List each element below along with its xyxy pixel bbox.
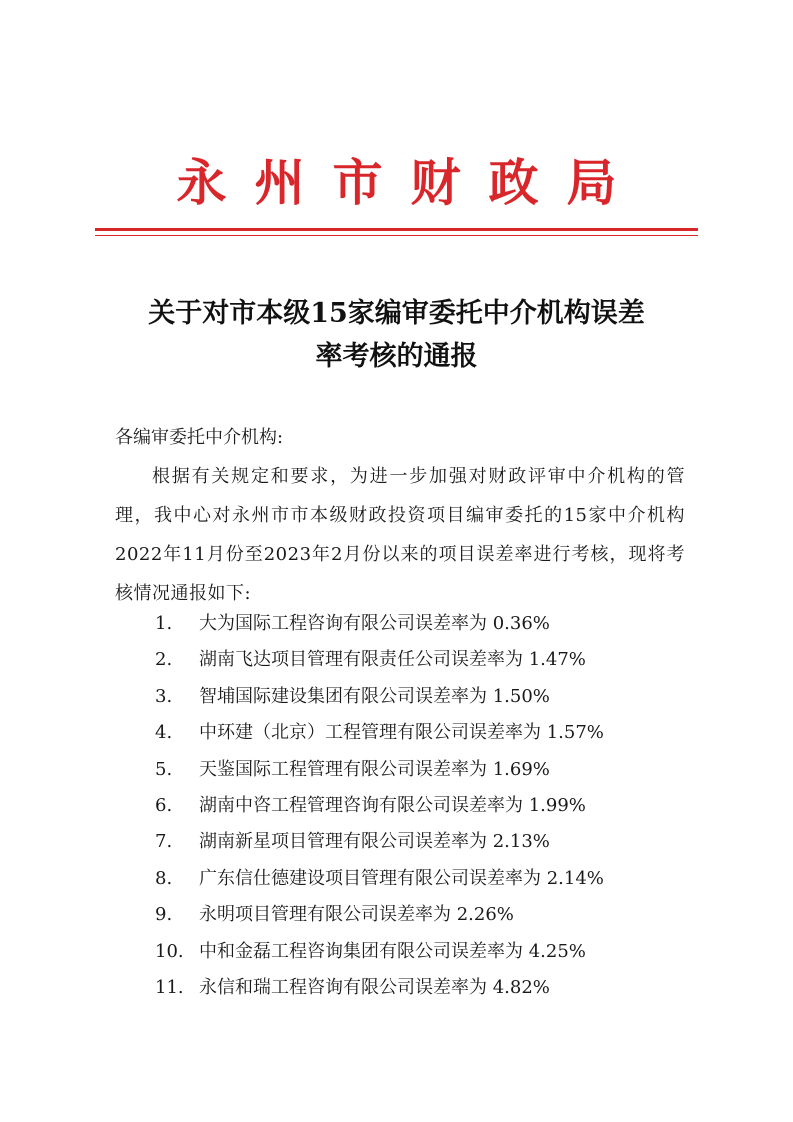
item-number: 10. <box>155 940 184 962</box>
masthead-rule-thick <box>95 228 698 231</box>
list-item <box>155 679 695 715</box>
item-text: 天鉴国际工程管理有限公司误差率为 1.69% <box>199 758 550 780</box>
item-text: 永信和瑞工程咨询有限公司误差率为 4.82% <box>199 976 550 998</box>
list-item <box>155 606 695 642</box>
item-text: 智埔国际建设集团有限公司误差率为 1.50% <box>199 685 550 707</box>
item-text: 永明项目管理有限公司误差率为 2.26% <box>199 904 514 926</box>
ranking-list <box>155 606 695 1006</box>
list-item <box>155 788 695 824</box>
masthead-rule-thin <box>95 235 698 236</box>
item-text: 中环建（北京）工程管理有限公司误差率为 1.57% <box>199 722 604 744</box>
list-item <box>155 642 695 678</box>
item-text: 大为国际工程咨询有限公司误差率为 0.36% <box>199 613 550 634</box>
list-item <box>155 934 695 970</box>
list-item <box>155 861 695 897</box>
item-number: 7. <box>155 831 173 853</box>
item-number: 11. <box>155 976 184 998</box>
list-item <box>155 715 695 751</box>
salutation: 各编审委托中介机构: <box>115 427 284 448</box>
item-number: 6. <box>155 794 173 816</box>
item-number: 9. <box>155 904 173 926</box>
item-text: 湖南飞达项目管理有限责任公司误差率为 1.47% <box>199 649 586 671</box>
item-number: 2. <box>155 649 173 671</box>
item-number: 1. <box>155 613 173 634</box>
list-item <box>155 824 695 860</box>
list-item <box>155 752 695 788</box>
list-item <box>155 897 695 933</box>
item-number: 3. <box>155 685 173 707</box>
item-text: 广东信仕德建设项目管理有限公司误差率为 2.14% <box>199 867 604 889</box>
item-text: 湖南新星项目管理有限公司误差率为 2.13% <box>199 831 550 853</box>
title-line-1: 关于对市本级15家编审委托中介机构误差 <box>148 298 645 329</box>
item-number: 5. <box>155 758 173 780</box>
item-number: 4. <box>155 722 173 744</box>
list-item <box>155 970 695 1006</box>
item-text: 湖南中咨工程管理咨询有限公司误差率为 1.99% <box>199 794 586 816</box>
intro-paragraph: 根据有关规定和要求，为进一步加强对财政评审中介机构的管理，我中心对永州市市本级财政投资项目编审委托的15家中介机构2022年11月份至2023年2月份以来的项目误差率进行考核，现将考核情况通报如下: <box>115 466 685 604</box>
item-text: 中和金磊工程咨询集团有限公司误差率为 4.25% <box>199 940 586 962</box>
item-number: 8. <box>155 867 173 889</box>
masthead-title: 永州市财政局 <box>176 153 645 212</box>
title-line-2: 率考核的通报 <box>315 341 478 372</box>
document-title <box>0 292 793 378</box>
